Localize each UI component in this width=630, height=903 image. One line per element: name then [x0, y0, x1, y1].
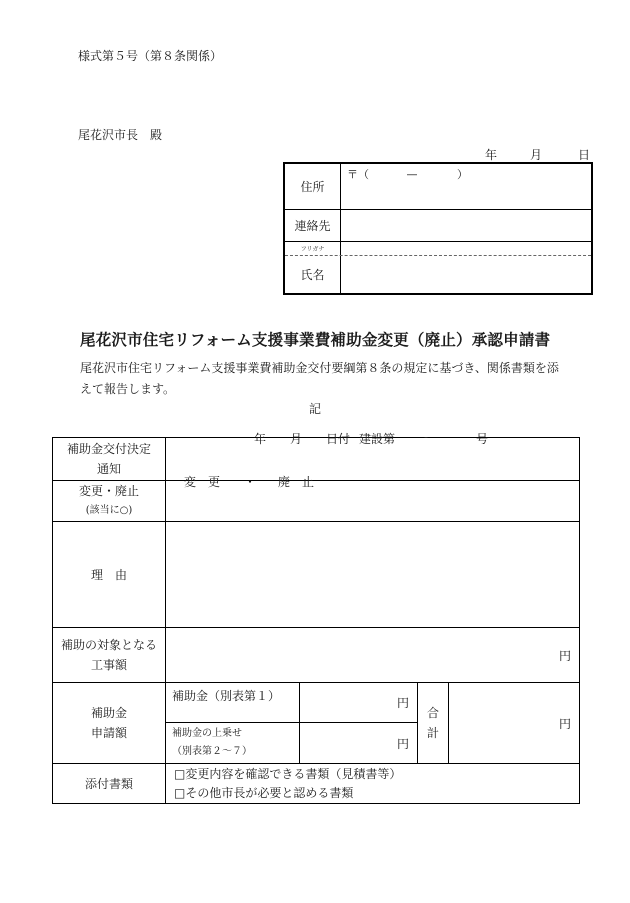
total-label-line2: 計 [426, 726, 439, 740]
decision-row [53, 438, 580, 481]
subsidy-item-2-line1: 補助金の上乗せ [172, 728, 242, 739]
subsidy-row-1 [53, 683, 580, 723]
change-row [53, 481, 580, 522]
ki-mark: 記 [309, 402, 322, 416]
target-label-line1: 補助の対象となる [60, 638, 157, 652]
total-yen: 円 [558, 716, 571, 731]
applicant-box [283, 162, 593, 295]
decision-label [53, 438, 166, 481]
contact-label: 連絡先 [294, 219, 331, 233]
contact-row[interactable] [285, 210, 591, 242]
decision-label-line1: 補助金交付決定 [66, 442, 151, 456]
change-dot: ・ [244, 475, 257, 489]
target-yen: 円 [558, 648, 571, 663]
decision-dash: - [424, 430, 429, 444]
change-label-line2: (該当に○) [85, 505, 133, 516]
change-option-abolish[interactable]: 廃 止 [278, 475, 315, 489]
body-text: 尾花沢市住宅リフォーム支援事業費補助金交付要綱第８条の規定に基づき、関係書類を添えて報告します。 [80, 361, 559, 396]
subsidy-item-1: 補助金（別表第１） [166, 683, 300, 723]
address-label: 住所 [300, 180, 325, 194]
name-row[interactable] [285, 256, 591, 293]
form-number: 様式第５号（第８条関係） [78, 49, 223, 63]
total-label [418, 683, 449, 764]
subsidy-label-line1: 補助金 [90, 706, 127, 720]
decision-month: 月 [290, 432, 303, 446]
date-day: 日 [578, 148, 591, 162]
reason-label: 理 由 [53, 522, 166, 628]
decision-go: 号 [476, 432, 489, 446]
change-label [53, 481, 166, 522]
name-label: 氏名 [300, 268, 325, 282]
decision-label-line2: 通知 [96, 462, 121, 476]
date-month: 月 [530, 148, 543, 162]
attach-checkbox-other[interactable]: □その他市長が必要と認める書類 [174, 785, 354, 800]
date-year: 年 [485, 148, 498, 162]
addressee: 尾花沢市長 殿 [78, 128, 163, 142]
reason-value[interactable] [166, 522, 580, 628]
postal-code-field[interactable] [347, 166, 468, 182]
furigana-label: フリガナ [300, 246, 325, 253]
target-label-line2: 工事額 [90, 658, 127, 672]
decision-value[interactable] [166, 430, 580, 481]
target-value[interactable] [166, 628, 580, 683]
postal-close: ） [457, 168, 468, 181]
change-value[interactable] [166, 475, 580, 522]
subsidy-yen-2: 円 [396, 736, 409, 751]
decision-date: 日付 [326, 432, 351, 446]
subsidy-item-2 [166, 723, 300, 764]
subsidy-value-1[interactable] [300, 683, 418, 723]
document-title: 尾花沢市住宅リフォーム支援事業費補助金変更（廃止）承認申請書 [80, 330, 551, 349]
address-row [285, 164, 591, 210]
target-label [53, 628, 166, 683]
total-label-line1: 合 [426, 706, 439, 720]
subsidy-yen-1: 円 [396, 696, 409, 710]
total-value[interactable] [449, 683, 580, 764]
attach-checkbox-estimate[interactable]: □変更内容を確認できる書類（見積書等） [174, 766, 402, 781]
change-label-line1: 変更・廃止 [78, 484, 139, 498]
decision-year: 年 [254, 432, 267, 446]
subsidy-item-2-line2: （別表第２～７） [172, 746, 252, 757]
target-row [53, 628, 580, 683]
decision-kensetsu: 建設第 [359, 432, 396, 446]
attach-list [166, 764, 580, 804]
furigana-row[interactable] [285, 242, 591, 256]
application-table [52, 430, 580, 804]
reason-row [53, 522, 580, 628]
change-option-change[interactable]: 変 更 [184, 475, 221, 489]
postal-dash: — [406, 168, 418, 181]
subsidy-label [53, 683, 166, 764]
subsidy-value-2[interactable] [300, 723, 418, 764]
attach-label: 添付書類 [53, 764, 166, 804]
postal-mark: 〒（ [347, 168, 369, 181]
attach-row [53, 764, 580, 804]
subsidy-label-line2: 申請額 [90, 726, 127, 740]
